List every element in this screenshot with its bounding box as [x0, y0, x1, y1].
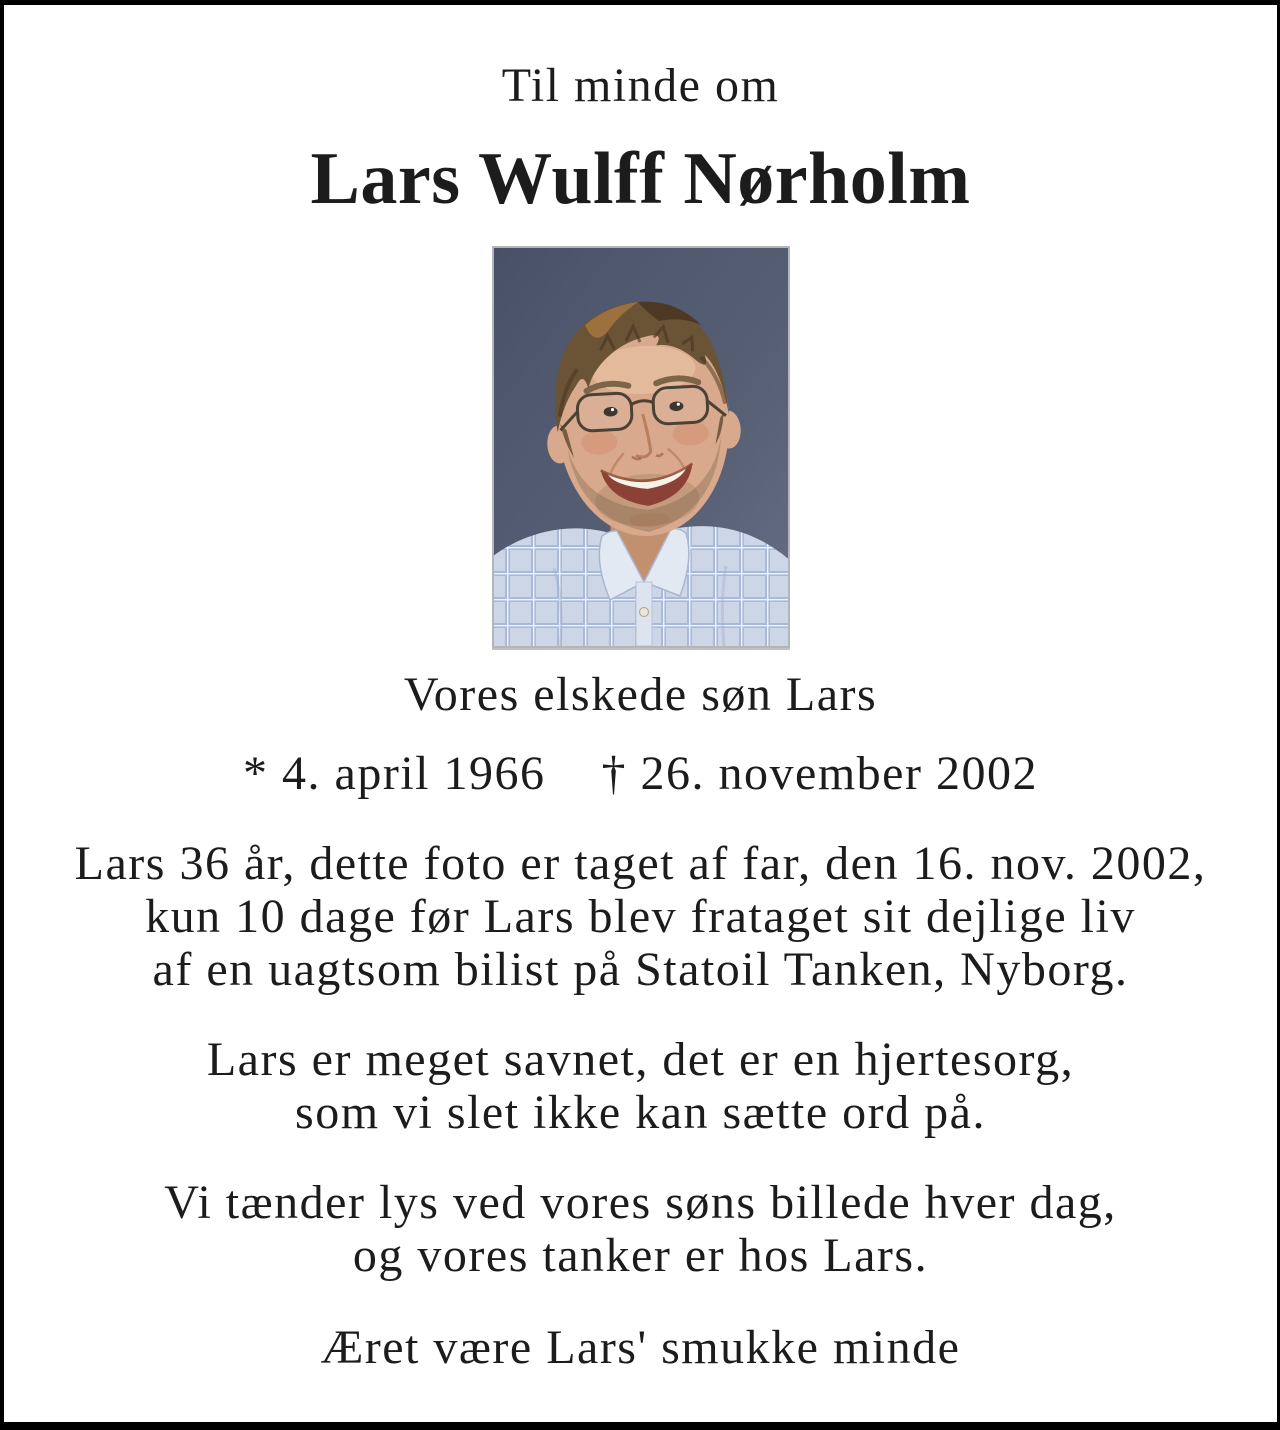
photo-caption: Vores elskede søn Lars — [403, 668, 878, 721]
memorial-text-line: og vores tanker er hos Lars. — [352, 1229, 929, 1282]
deceased-name: Lars Wulff Nørholm — [310, 138, 971, 220]
memorial-text-line: som vi slet ikke kan sætte ord på. — [295, 1086, 986, 1139]
portrait-photo-frame — [492, 246, 790, 648]
memorial-paragraph-1 — [4, 837, 1277, 996]
memorial-text-line: Vi tænder lys ved vores søns billede hver dag, — [164, 1176, 1117, 1229]
death-date: † 26. november 2002 — [601, 747, 1038, 800]
portrait-shirt — [494, 526, 788, 646]
memorial-paragraph-3 — [4, 1176, 1277, 1282]
life-dates — [4, 747, 1277, 800]
shirt-button — [639, 608, 648, 617]
portrait-photo — [494, 248, 788, 646]
memorial-text-line: Lars 36 år, dette foto er taget af far, den 16. nov. 2002, — [74, 837, 1207, 890]
memorial-text-line: Lars er meget savnet, det er en hjertesorg, — [206, 1033, 1075, 1086]
memorial-paragraph-2 — [4, 1033, 1277, 1139]
birth-date: * 4. april 1966 — [243, 747, 546, 800]
closing-line: Æret være Lars' smukke minde — [320, 1321, 961, 1374]
memorial-text-line: af en uagtsom bilist på Statoil Tanken, Nyborg. — [152, 943, 1129, 996]
pretitle: Til minde om — [501, 59, 780, 112]
memorial-text-line: kun 10 dage før Lars blev frataget sit dejlige liv — [145, 890, 1136, 943]
